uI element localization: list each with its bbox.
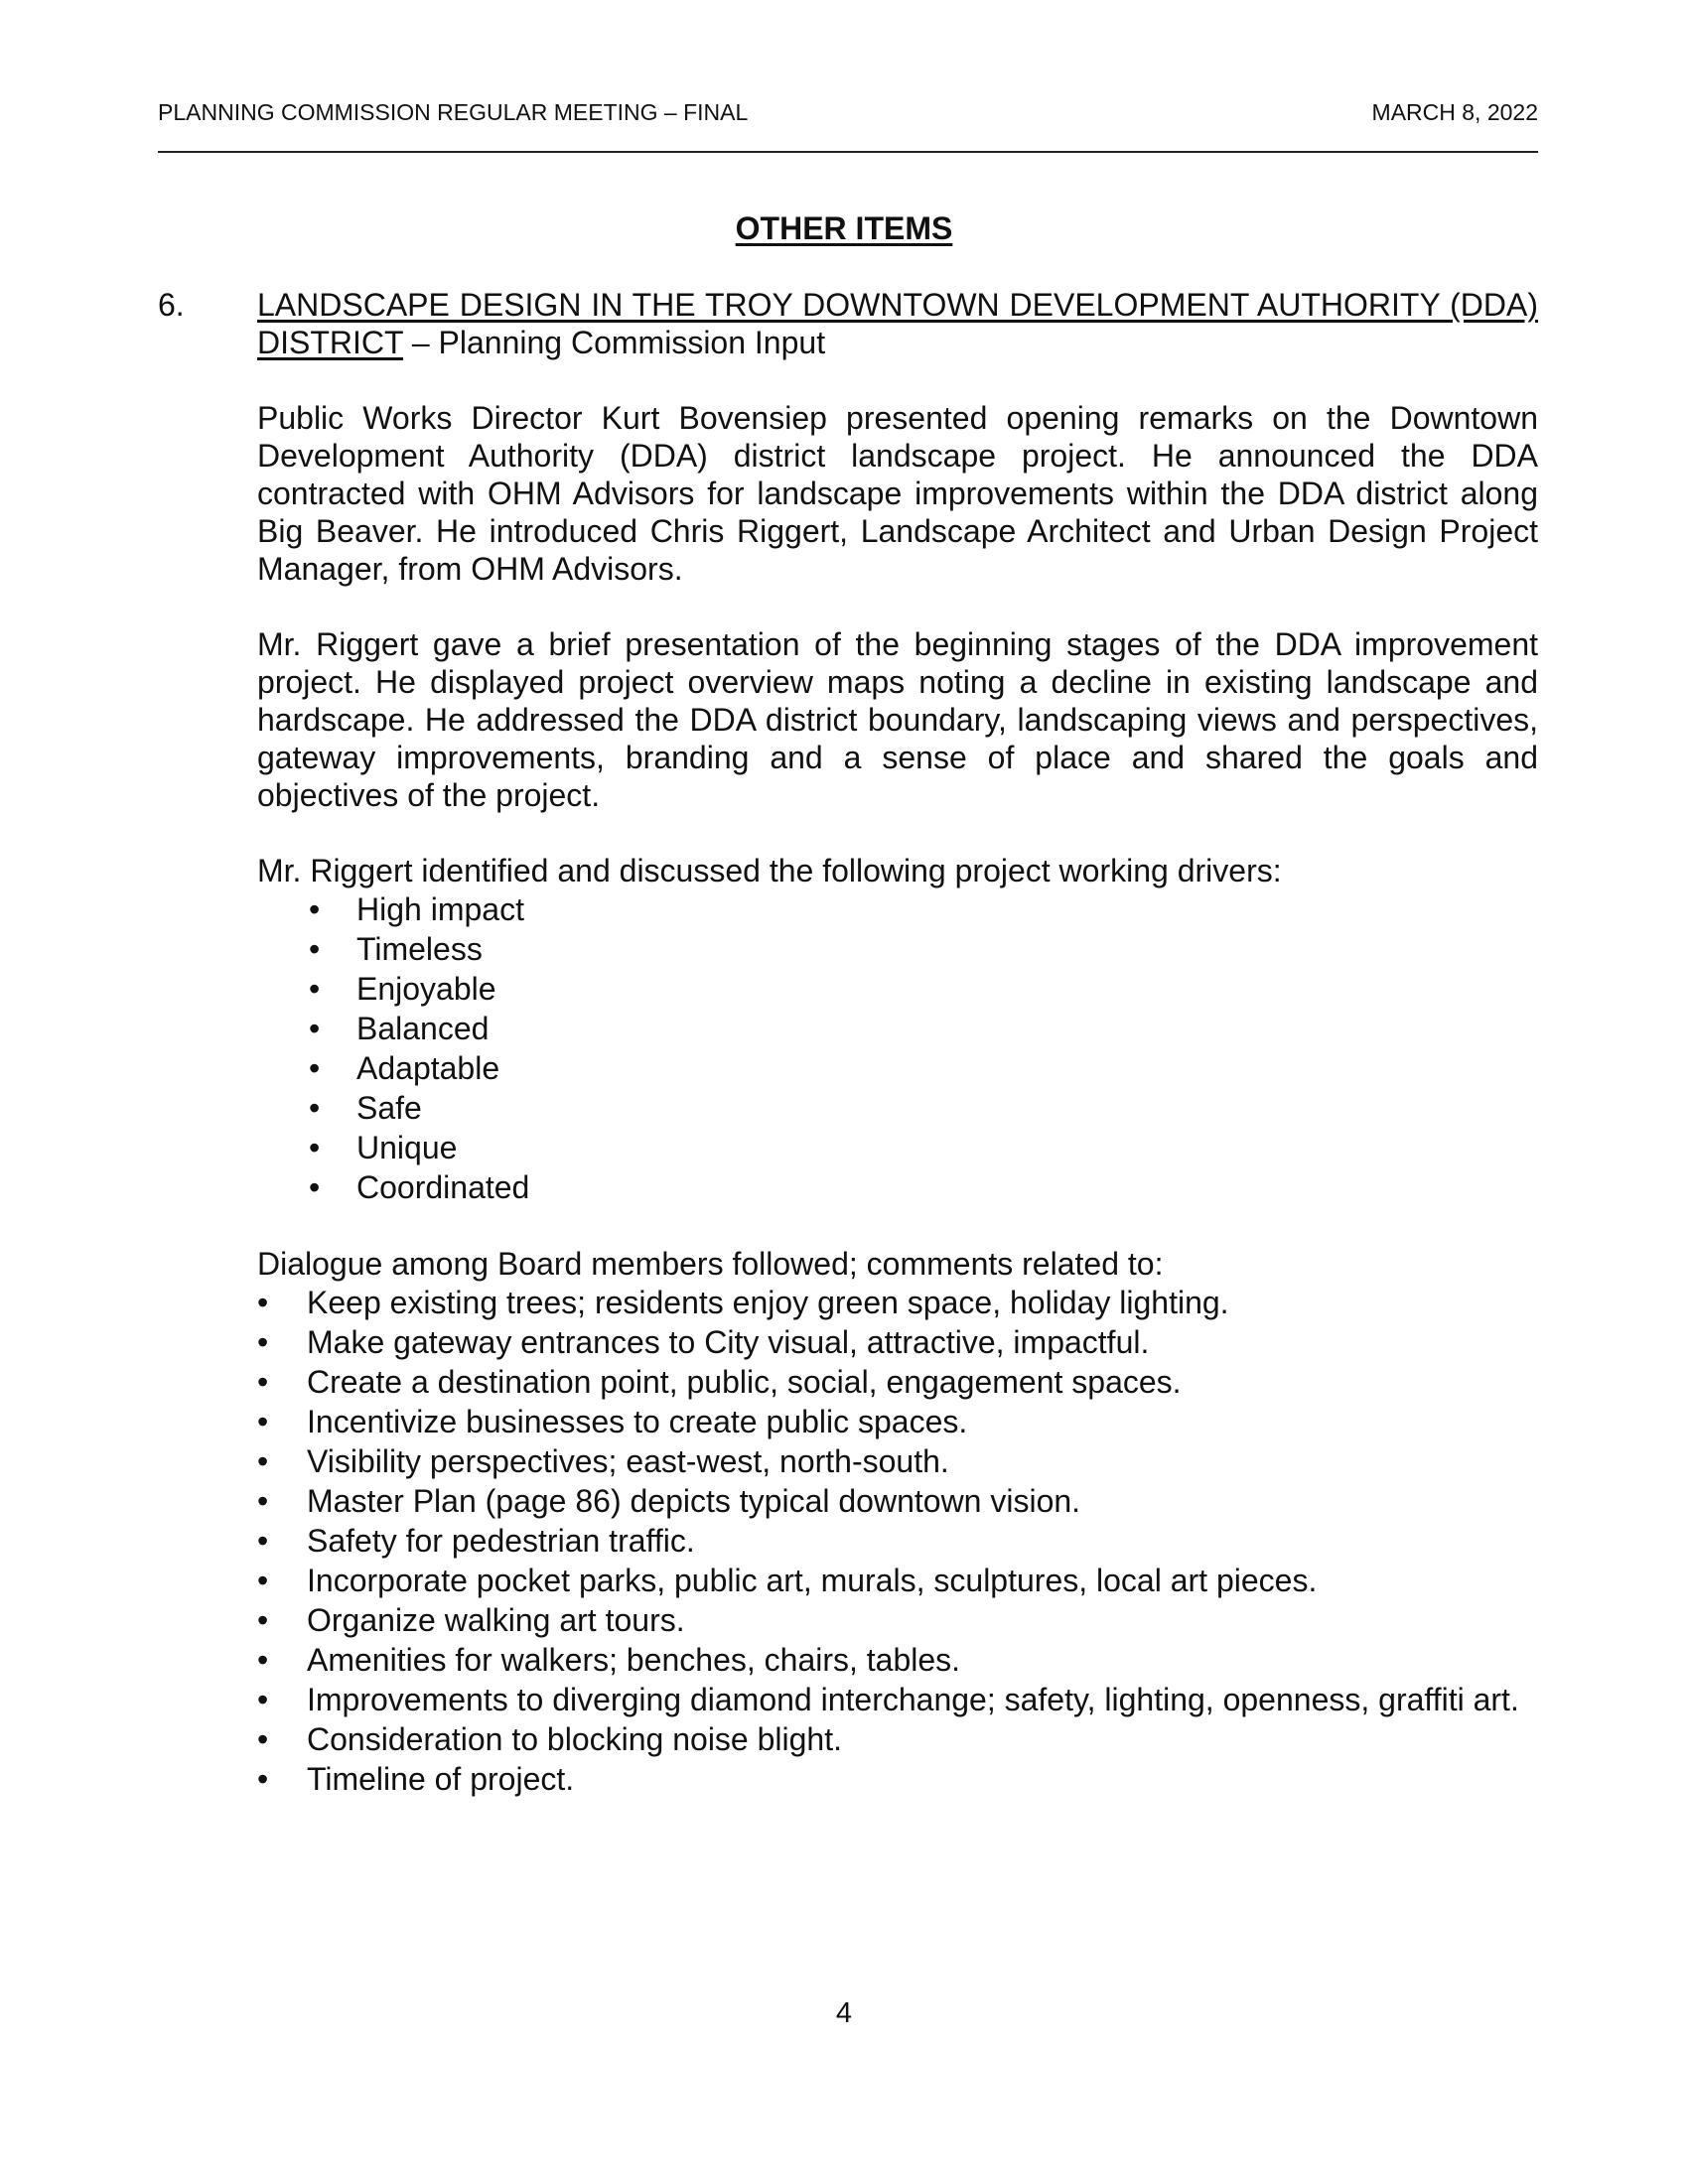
- bullet-icon: •: [309, 1130, 321, 1165]
- comment-item-text: Safety for pedestrian traffic.: [307, 1523, 695, 1559]
- comment-item-text: Consideration to blocking noise blight.: [307, 1721, 842, 1757]
- comment-item: [158, 1759, 1538, 1799]
- driver-item-text: Unique: [356, 1130, 458, 1165]
- driver-item-text: Adaptable: [356, 1050, 500, 1086]
- agenda-item: [158, 286, 1538, 1799]
- driver-item-text: Enjoyable: [356, 971, 496, 1007]
- bullet-icon: •: [309, 931, 321, 967]
- item-heading-title: LANDSCAPE DESIGN IN THE TROY DOWNTOWN DEVELOPMENT AUTHORITY (DDA) DISTRICT: [257, 287, 1538, 360]
- driver-item-text: Timeless: [356, 931, 483, 967]
- comment-item: [158, 1640, 1538, 1680]
- driver-item: [257, 1167, 1538, 1207]
- header-date: MARCH 8, 2022: [1371, 99, 1538, 125]
- bullet-icon: •: [257, 1642, 269, 1678]
- bullet-icon: •: [257, 1324, 269, 1360]
- bullet-icon: •: [257, 1682, 269, 1717]
- driver-item: [257, 1048, 1538, 1088]
- bullet-icon: •: [309, 1169, 321, 1205]
- bullet-icon: •: [309, 1090, 321, 1126]
- driver-item: [257, 1088, 1538, 1128]
- header-title: PLANNING COMMISSION REGULAR MEETING – FINAL: [158, 99, 749, 125]
- item-number: 6.: [158, 287, 185, 323]
- comment-item-text: Incorporate pocket parks, public art, murals, sculptures, local art pieces.: [307, 1563, 1318, 1598]
- page-header: [158, 95, 1538, 153]
- comment-item-text: Improvements to diverging diamond interchange; safety, lighting, openness, graffiti art.: [307, 1682, 1519, 1717]
- comment-item: [158, 1481, 1538, 1521]
- bullet-icon: •: [309, 1011, 321, 1046]
- item-heading-subtitle: – Planning Commission Input: [402, 325, 826, 360]
- comment-item-text: Create a destination point, public, social, engagement spaces.: [307, 1364, 1182, 1400]
- comment-item: [158, 1362, 1538, 1402]
- section-title: OTHER ITEMS: [735, 210, 953, 246]
- item-heading: [257, 286, 1538, 361]
- comment-item: [158, 1719, 1538, 1759]
- driver-item: [257, 929, 1538, 969]
- item-body: [257, 286, 1538, 1799]
- bullet-icon: •: [257, 1721, 269, 1757]
- drivers-intro: Mr. Riggert identified and discussed the following project working drivers:: [257, 853, 1282, 888]
- bullet-icon: •: [257, 1404, 269, 1439]
- driver-item-text: Safe: [356, 1090, 422, 1126]
- driver-item-text: High impact: [356, 891, 524, 927]
- comment-item: [158, 1561, 1538, 1600]
- bullet-icon: •: [257, 1761, 269, 1797]
- bullet-icon: •: [257, 1602, 269, 1638]
- driver-item-text: Balanced: [356, 1011, 490, 1046]
- comment-item-text: Timeline of project.: [307, 1761, 575, 1797]
- comment-item: [158, 1600, 1538, 1640]
- comment-item: [158, 1680, 1538, 1719]
- comment-item-text: Visibility perspectives; east-west, north-south.: [307, 1443, 949, 1479]
- bullet-icon: •: [309, 891, 321, 927]
- driver-item: [257, 969, 1538, 1009]
- comments-intro: Dialogue among Board members followed; comments related to:: [257, 1246, 1164, 1282]
- comment-item: [158, 1441, 1538, 1481]
- comments-list: [158, 1283, 1538, 1799]
- paragraph-opening-remarks: Public Works Director Kurt Bovensiep presented opening remarks on the Downtown Development Authority (DDA) district landscape project. He announced the DDA contracted with OHM Advisors for landscape improvements within the DDA district along Big Beaver. He introduced Chris Riggert, Landscape Architect and Urban Design Project Manager, from OHM Advisors.: [257, 400, 1538, 587]
- comment-item-text: Make gateway entrances to City visual, attractive, impactful.: [307, 1324, 1150, 1360]
- comment-item-text: Master Plan (page 86) depicts typical downtown vision.: [307, 1483, 1081, 1519]
- comment-item-text: Incentivize businesses to create public spaces.: [307, 1404, 968, 1439]
- comment-item-text: Amenities for walkers; benches, chairs, tables.: [307, 1642, 961, 1678]
- bullet-icon: •: [257, 1285, 269, 1320]
- page-number: 4: [835, 1997, 853, 2029]
- comment-item: [158, 1322, 1538, 1362]
- bullet-icon: •: [257, 1523, 269, 1559]
- paragraph-presentation: Mr. Riggert gave a brief presentation of the beginning stages of the DDA improvement project. He displayed project overview maps noting a decline in existing landscape and hardscape. He addressed the DDA district boundary, landscaping views and perspectives, gateway improvements, branding and a sense of place and shared the goals and objectives of the project.: [257, 626, 1538, 813]
- driver-item-text: Coordinated: [356, 1169, 530, 1205]
- bullet-icon: •: [257, 1364, 269, 1400]
- driver-item: [257, 889, 1538, 929]
- driver-item: [257, 1009, 1538, 1048]
- bullet-icon: •: [309, 1050, 321, 1086]
- comment-item: [158, 1521, 1538, 1561]
- comment-item: [158, 1283, 1538, 1322]
- bullet-icon: •: [257, 1483, 269, 1519]
- bullet-icon: •: [257, 1443, 269, 1479]
- bullet-icon: •: [309, 971, 321, 1007]
- comment-item: [158, 1402, 1538, 1441]
- driver-item: [257, 1128, 1538, 1167]
- comment-item-text: Organize walking art tours.: [307, 1602, 685, 1638]
- bullet-icon: •: [257, 1563, 269, 1598]
- drivers-list: [257, 889, 1538, 1207]
- comment-item-text: Keep existing trees; residents enjoy green space, holiday lighting.: [307, 1285, 1229, 1320]
